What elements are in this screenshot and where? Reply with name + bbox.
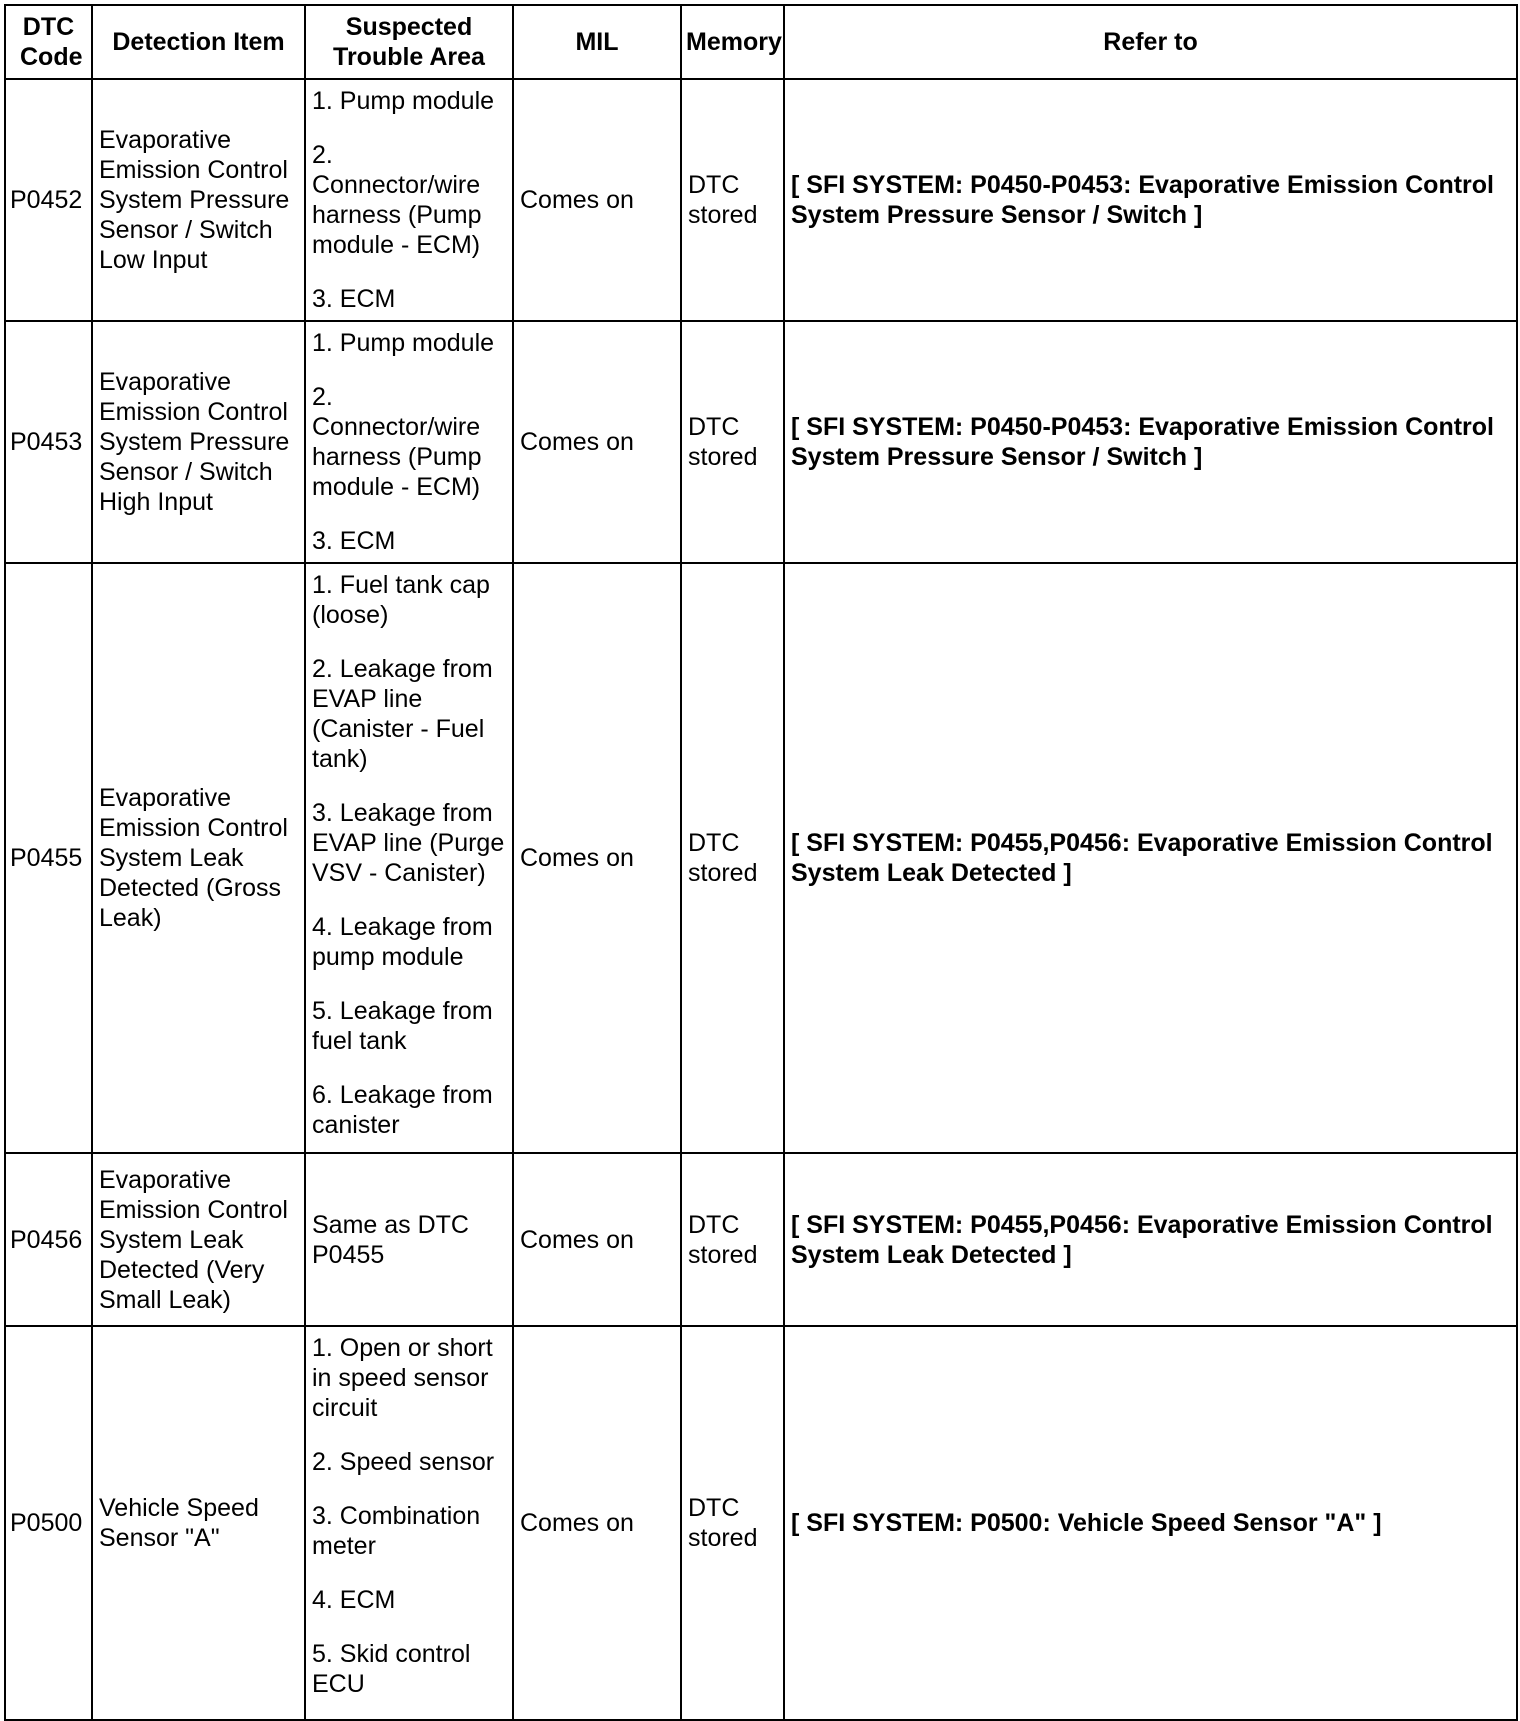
area-item: 5. Skid control ECU	[312, 1640, 471, 1698]
refer-link[interactable]: [ SFI SYSTEM: P0450-P0453: Evaporative Emission Control System Pressure Sensor / Switch ]	[784, 321, 1517, 563]
area-item: Same as DTC P0455	[312, 1210, 469, 1269]
suspected-area	[305, 321, 513, 563]
header-memory: Memory	[681, 5, 784, 79]
header-detection-item: Detection Item	[92, 5, 305, 79]
area-item: 2. Connector/wire harness (Pump module - ECM)	[312, 383, 482, 501]
dtc-code: P0452	[5, 79, 92, 321]
dtc-code: P0455	[5, 563, 92, 1153]
suspected-area	[305, 1153, 513, 1326]
dtc-code: P0453	[5, 321, 92, 563]
header-dtc-code: DTC Code	[5, 5, 92, 79]
area-item: 2. Leakage from EVAP line (Canister - Fuel tank)	[312, 655, 493, 773]
table-row	[5, 1326, 1517, 1720]
mil-status: Comes on	[513, 1326, 681, 1720]
detection-item: Vehicle Speed Sensor "A"	[92, 1326, 305, 1720]
mil-status: Comes on	[513, 563, 681, 1153]
area-item: 4. Leakage from pump module	[312, 913, 493, 971]
mil-status: Comes on	[513, 1153, 681, 1326]
area-item: 2. Connector/wire harness (Pump module - ECM)	[312, 141, 482, 259]
area-item: 3. ECM	[312, 527, 396, 555]
area-item: 1. Open or short in speed sensor circuit	[312, 1334, 493, 1422]
mil-status: Comes on	[513, 321, 681, 563]
area-item: 5. Leakage from fuel tank	[312, 997, 493, 1055]
table-row	[5, 79, 1517, 321]
memory-status: DTC stored	[681, 1153, 784, 1326]
refer-link[interactable]: [ SFI SYSTEM: P0450-P0453: Evaporative Emission Control System Pressure Sensor / Switch ]	[784, 79, 1517, 321]
dtc-code: P0456	[5, 1153, 92, 1326]
area-item: 2. Speed sensor	[312, 1448, 495, 1476]
header-suspected-trouble-area: Suspected Trouble Area	[305, 5, 513, 79]
memory-status: DTC stored	[681, 79, 784, 321]
header-mil: MIL	[513, 5, 681, 79]
area-item: 1. Pump module	[312, 329, 495, 357]
refer-link[interactable]: [ SFI SYSTEM: P0500: Vehicle Speed Sensor "A" ]	[784, 1326, 1517, 1720]
refer-link[interactable]: [ SFI SYSTEM: P0455,P0456: Evaporative Emission Control System Leak Detected ]	[784, 1153, 1517, 1326]
area-item: 1. Fuel tank cap (loose)	[312, 571, 490, 629]
area-item: 4. ECM	[312, 1586, 396, 1614]
mil-status: Comes on	[513, 79, 681, 321]
header-refer-to: Refer to	[784, 5, 1517, 79]
area-item: 1. Pump module	[312, 87, 495, 115]
area-item: 6. Leakage from canister	[312, 1081, 493, 1139]
dtc-code: P0500	[5, 1326, 92, 1720]
table-row	[5, 321, 1517, 563]
detection-item: Evaporative Emission Control System Leak Detected (Very Small Leak)	[92, 1153, 305, 1326]
refer-link[interactable]: [ SFI SYSTEM: P0455,P0456: Evaporative Emission Control System Leak Detected ]	[784, 563, 1517, 1153]
suspected-area	[305, 563, 513, 1153]
detection-item: Evaporative Emission Control System Pressure Sensor / Switch Low Input	[92, 79, 305, 321]
suspected-area	[305, 79, 513, 321]
area-item: 3. ECM	[312, 285, 396, 313]
detection-item: Evaporative Emission Control System Leak Detected (Gross Leak)	[92, 563, 305, 1153]
memory-status: DTC stored	[681, 563, 784, 1153]
area-item: 3. Leakage from EVAP line (Purge VSV - Canister)	[312, 799, 505, 887]
memory-status: DTC stored	[681, 321, 784, 563]
header-row	[5, 5, 1517, 79]
area-item: 3. Combination meter	[312, 1502, 481, 1560]
suspected-area	[305, 1326, 513, 1720]
detection-item: Evaporative Emission Control System Pressure Sensor / Switch High Input	[92, 321, 305, 563]
table-row	[5, 563, 1517, 1153]
table-row	[5, 1153, 1517, 1326]
dtc-table	[4, 4, 1518, 1721]
memory-status: DTC stored	[681, 1326, 784, 1720]
